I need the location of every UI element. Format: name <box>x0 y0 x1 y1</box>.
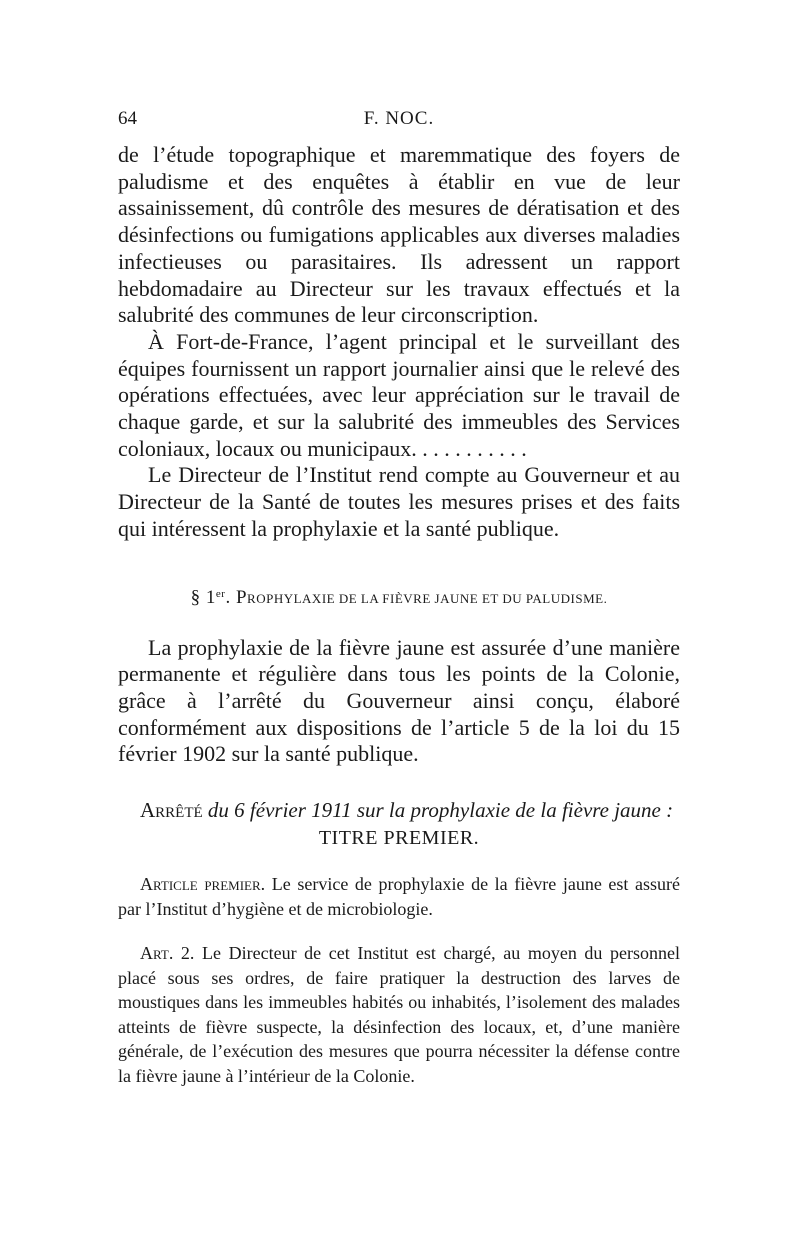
article-2 <box>118 941 680 1088</box>
article-label: Art. 2. <box>140 943 195 964</box>
article-text: Le Directeur de cet Institut est chargé, au moyen du personnel placé sous ses ordres, de faire pratiquer la destruction des larves de moustiques dans les immeubles habités ou inhabités, l’isolement des malades atteints de fièvre suspecte, la désinfection des locaux, et, d’une manière générale, de l’exécution des mesures que pourra nécessiter la défense contre la fièvre jaune à l’intérieur de la Colonie. <box>118 943 681 1086</box>
intro-text <box>118 142 680 543</box>
section-paragraph: La prophylaxie de la fièvre jaune est assurée d’une manière permanente et régulière dans tous les points de la Colonie, grâce à l’arrêté du Gouverneur ainsi conçu, élaboré conformément aux dispositions de l’article 5 de la loi du 15 février 1902 sur la santé publique. <box>118 634 680 767</box>
section-title-initial: P <box>235 586 248 608</box>
section-number-suffix: er <box>215 587 226 600</box>
section-heading: § 1er. PROPHYLAXIE DE LA FIÈVRE JAUNE ET DU PALUDISME. <box>190 586 608 608</box>
page-header <box>118 108 680 142</box>
arrete-label: Arrêté <box>140 798 203 823</box>
page-number: 64 <box>118 108 137 129</box>
arrete-text: du 6 février 1911 sur la prophylaxie de la fièvre jaune : <box>207 798 674 823</box>
paragraph: Le Directeur de l’Institut rend compte au Gouverneur et au Directeur de la Santé de toutes les mesures prises et des faits qui intéressent la prophylaxie et la santé publique. <box>118 462 680 541</box>
running-title: F. NOC. <box>363 108 435 129</box>
section-title: ROPHYLAXIE DE LA FIÈVRE JAUNE ET DU PALUDISME. <box>247 590 608 606</box>
section-number: § 1 <box>190 586 216 608</box>
document-page <box>118 108 680 1088</box>
article-1 <box>118 872 680 921</box>
titre-heading: TITRE PREMIER. <box>318 827 480 850</box>
article-text: Le service de prophylaxie de la fièvre jaune est assuré par l’Institut d’hygiène et de microbiologie. <box>118 874 680 919</box>
article-label: Article premier. <box>140 874 266 895</box>
arrete-heading <box>118 798 680 823</box>
paragraph: À Fort-de-France, l’agent principal et le surveillant des équipes fournissent un rapport journalier ainsi que le relevé des opérations effectuées, avec leur appréciation sur le travail de chaque garde, et sur la salubrité des immeubles des Services coloniaux, locaux ou municipaux. . . . . . . . . . . <box>118 328 680 461</box>
paragraph: de l’étude topographique et maremmatique des foyers de paludisme et des enquêtes à établir en vue de leur assainissement, dû contrôle des mesures de dératisation et des désinfections ou fumigations applicables aux diverses maladies infectieuses ou parasitaires. Ils adressent un rapport hebdomadaire au Directeur sur les travaux effectués et la salubrité des communes de leur circonscription. <box>118 142 680 328</box>
